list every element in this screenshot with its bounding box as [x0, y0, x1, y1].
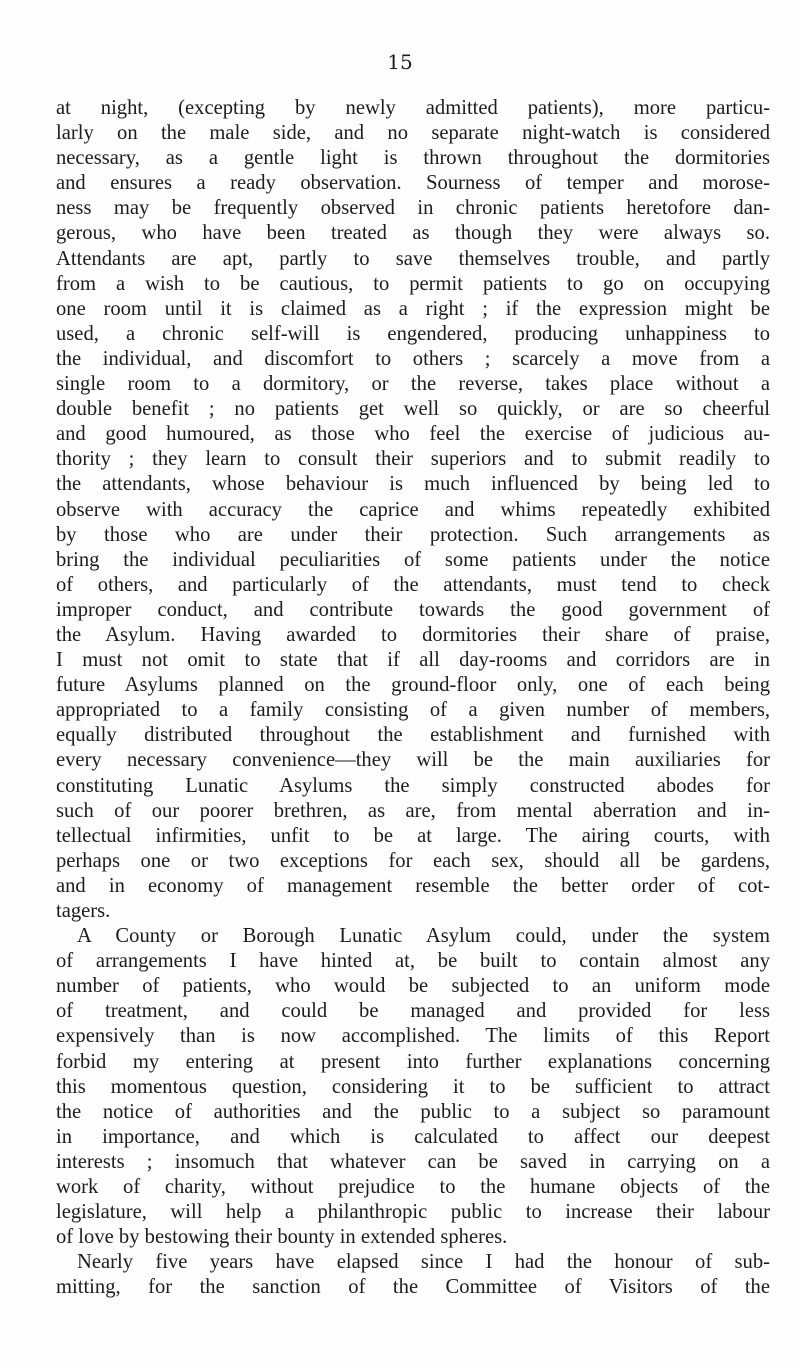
text-line: improper conduct, and contribute towards the good government of [56, 598, 770, 621]
text-line: thority ; they learn to consult their superiors and to submit readily to [56, 448, 770, 471]
text-line: necessary, as a gentle light is thrown throughout the dormitories [56, 147, 770, 170]
text-line: interests ; insomuch that whatever can be saved in carrying on a [56, 1150, 770, 1173]
text-line: equally distributed throughout the establishment and furnished with [56, 724, 770, 747]
text-line: of others, and particularly of the attendants, must tend to check [56, 573, 770, 596]
text-line: such of our poorer brethren, as are, from mental aberration and in- [56, 799, 770, 822]
page-number: 15 [387, 50, 413, 74]
text-line: forbid my entering at present into further explanations concerning [56, 1050, 770, 1073]
text-line: Attendants are apt, partly to save themselves trouble, and partly [56, 247, 770, 270]
text-line: double benefit ; no patients get well so quickly, or are so cheerful [56, 398, 770, 421]
text-line: observe with accuracy the caprice and whims repeatedly exhibited [56, 498, 770, 521]
text-line: the Asylum. Having awarded to dormitories their share of praise, [56, 623, 770, 646]
text-line: perhaps one or two exceptions for each sex, should all be gardens, [56, 849, 770, 872]
text-line: every necessary convenience—they will be the main auxiliaries for [56, 749, 770, 772]
text-line: of love by bestowing their bounty in extended spheres. [56, 1226, 508, 1249]
text-line: the individual, and discomfort to others ; scarcely a move from a [56, 347, 770, 370]
text-line: expensively than is now accomplished. The limits of this Report [56, 1025, 770, 1048]
text-line: single room to a dormitory, or the reverse, takes place without a [56, 373, 770, 396]
text-line: future Asylums planned on the ground-floor only, one of each being [56, 674, 770, 697]
text-line: Nearly five years have elapsed since I had the honour of sub- [77, 1251, 770, 1274]
text-line: and ensures a ready observation. Sourness of temper and morose- [56, 172, 770, 195]
text-line: the notice of authorities and the public to a subject so paramount [56, 1100, 770, 1123]
text-line: in importance, and which is calculated to affect our deepest [56, 1125, 770, 1148]
text-line: ness may be frequently observed in chronic patients heretofore dan- [56, 197, 770, 220]
text-line: of arrangements I have hinted at, be built to contain almost any [56, 950, 770, 973]
text-line: number of patients, who would be subjected to an uniform mode [56, 975, 770, 998]
text-line: one room until it is claimed as a right ; if the expression might be [56, 297, 770, 320]
text-line: this momentous question, considering it to be sufficient to attract [56, 1075, 770, 1098]
text-line: the attendants, whose behaviour is much influenced by being led to [56, 473, 770, 496]
text-line: work of charity, without prejudice to the humane objects of the [56, 1176, 770, 1199]
text-line: and in economy of management resemble the better order of cot- [56, 874, 770, 897]
text-line: larly on the male side, and no separate night-watch is considered [56, 122, 770, 145]
body-text [56, 96, 770, 1301]
text-line: of treatment, and could be managed and provided for less [56, 1000, 770, 1023]
text-line: A County or Borough Lunatic Asylum could, under the system [77, 925, 770, 948]
text-line: and good humoured, as those who feel the exercise of judicious au- [56, 423, 770, 446]
text-line: by those who are under their protection. Such arrangements as [56, 523, 770, 546]
text-line: mitting, for the sanction of the Committee of Visitors of the [56, 1276, 770, 1299]
text-line: appropriated to a family consisting of a given number of members, [56, 699, 770, 722]
text-line: at night, (excepting by newly admitted patients), more particu- [56, 97, 770, 119]
text-line: constituting Lunatic Asylums the simply constructed abodes for [56, 774, 770, 797]
text-line: gerous, who have been treated as though they were always so. [56, 222, 770, 245]
text-line: bring the individual peculiarities of some patients under the notice [56, 548, 770, 571]
text-line: used, a chronic self-will is engendered, producing unhappiness to [56, 322, 770, 345]
text-line: from a wish to be cautious, to permit patients to go on occupying [56, 272, 770, 295]
text-line: legislature, will help a philanthropic public to increase their labour [56, 1201, 770, 1224]
text-line: tellectual infirmities, unfit to be at large. The airing courts, with [56, 824, 770, 847]
text-line: tagers. [56, 900, 111, 922]
text-line: I must not omit to state that if all day-rooms and corridors are in [56, 649, 770, 672]
